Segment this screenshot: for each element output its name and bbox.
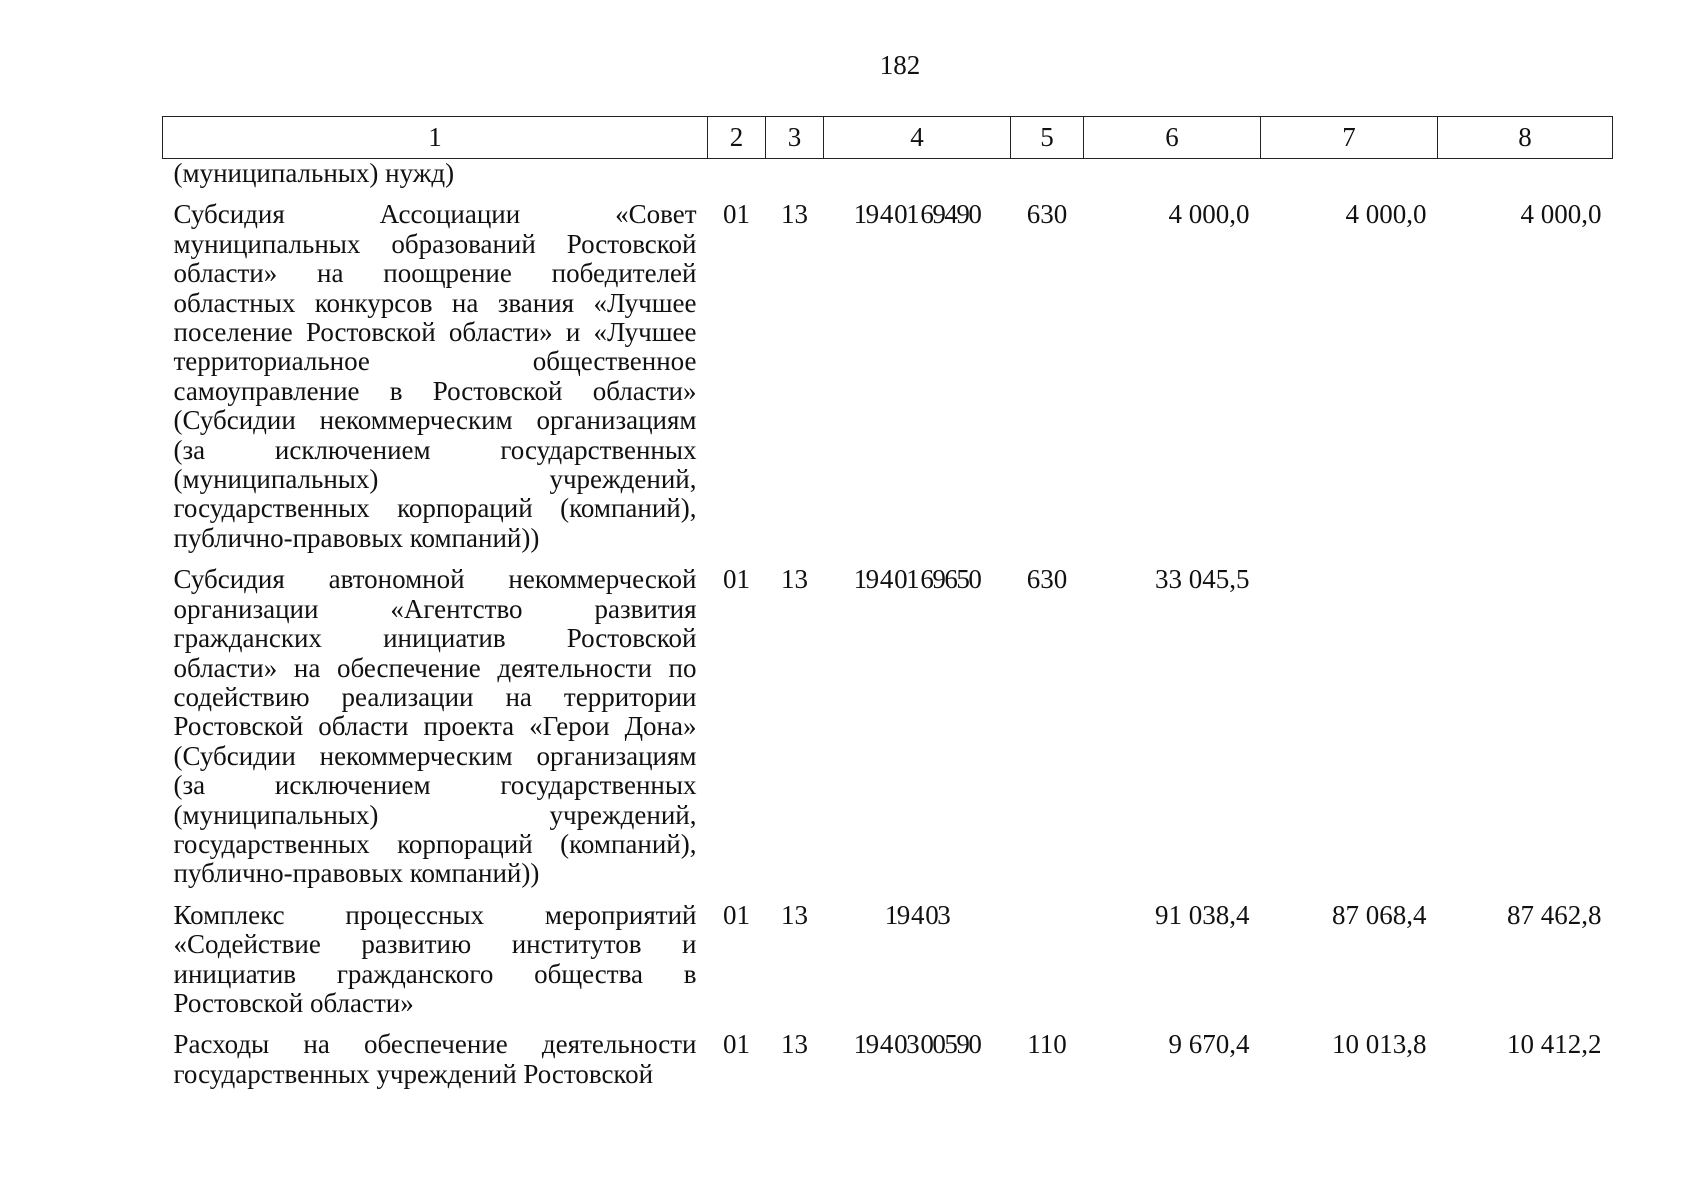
column-header-8: 8 [1438,117,1613,159]
row-target-code: 19 4 03 [884,899,950,930]
column-header-4: 4 [824,117,1011,159]
row-amount-col6 [1084,159,1261,201]
row-amount-col8: 4 000,0 [1520,199,1602,230]
table-row [163,200,1613,565]
row-amount-col6: 33 045,5 [1155,564,1250,595]
column-header-1: 1 [163,117,708,159]
row-target-code [824,159,1011,201]
column-header-7: 7 [1261,117,1438,159]
row-subsection: 13 [781,899,808,930]
row-target-code: 19 4 01 69650 [853,564,981,595]
row-name: Комплекс процессных мероприятий «Содействие развитию институтов и инициатив гражданского общества в Ростовской области» [173,899,697,1018]
row-name: Субсидия Ассоциации «Совет муниципальных образований Ростовской области» на поощрение победителей областных конкурсов на звания «Лучшее поселение Ростовской области» и «Лучшее территориальное общественное самоуправление в Ростовской области» (Субсидии некоммерческим организациям (за исключением государственных (муниципальных) учреждений, государственных корпораций (компаний), публично-правовых компаний)) [173,199,697,553]
row-subsection [766,159,824,201]
row-section: 01 [723,899,750,930]
row-amount-col7: 87 068,4 [1332,899,1427,930]
row-expense-type: 630 [1026,564,1068,595]
table-row [163,1030,1613,1089]
table-row [163,901,1613,1031]
row-amount-col6: 91 038,4 [1155,899,1250,930]
row-amount-col8: 10 412,2 [1507,1029,1602,1060]
row-amount-col8 [1438,565,1613,900]
row-expense-type: 110 [1027,1029,1067,1060]
page-number: 182 [879,50,921,80]
row-section: 01 [723,564,750,595]
budget-table [162,116,1613,1089]
row-amount-col6: 4 000,0 [1168,199,1250,230]
row-amount-col8 [1438,159,1613,201]
row-name: (муниципальных) нужд) [173,158,455,188]
table-header-row [163,117,1613,159]
row-subsection: 13 [781,199,808,230]
row-amount-col7: 10 013,8 [1332,1029,1427,1060]
row-name: Субсидия автономной некоммерческой организации «Агентство развития гражданских инициатив Ростовской области» на обеспечение деятельности по содействию реализации на территории Ростовской области проекта «Герои Дона» (Субсидии некоммерческим организациям (за исключением государственных (муниципальных) учреждений, государственных корпораций (компаний), публично-правовых компаний)) [173,564,697,889]
row-target-code: 19 4 01 69490 [853,199,981,230]
row-expense-type: 630 [1026,199,1068,230]
row-subsection: 13 [781,564,808,595]
row-amount-col8: 87 462,8 [1507,899,1602,930]
column-header-6: 6 [1084,117,1261,159]
table-row [163,159,1613,201]
row-section [708,159,766,201]
column-header-5: 5 [1011,117,1084,159]
row-amount-col7: 4 000,0 [1345,199,1427,230]
row-amount-col6: 9 670,4 [1168,1029,1250,1060]
row-amount-col7 [1261,159,1438,201]
row-section: 01 [723,199,750,230]
row-expense-type [1011,901,1084,1031]
table-row [163,565,1613,900]
row-target-code: 19 4 03 00590 [853,1029,981,1060]
row-expense-type [1011,159,1084,201]
row-amount-col7 [1261,565,1438,900]
column-header-2: 2 [708,117,766,159]
row-section: 01 [723,1029,750,1060]
row-name: Расходы на обеспечение деятельности государственных учреждений Ростовской [173,1029,697,1089]
column-header-3: 3 [766,117,824,159]
row-subsection: 13 [781,1029,808,1060]
